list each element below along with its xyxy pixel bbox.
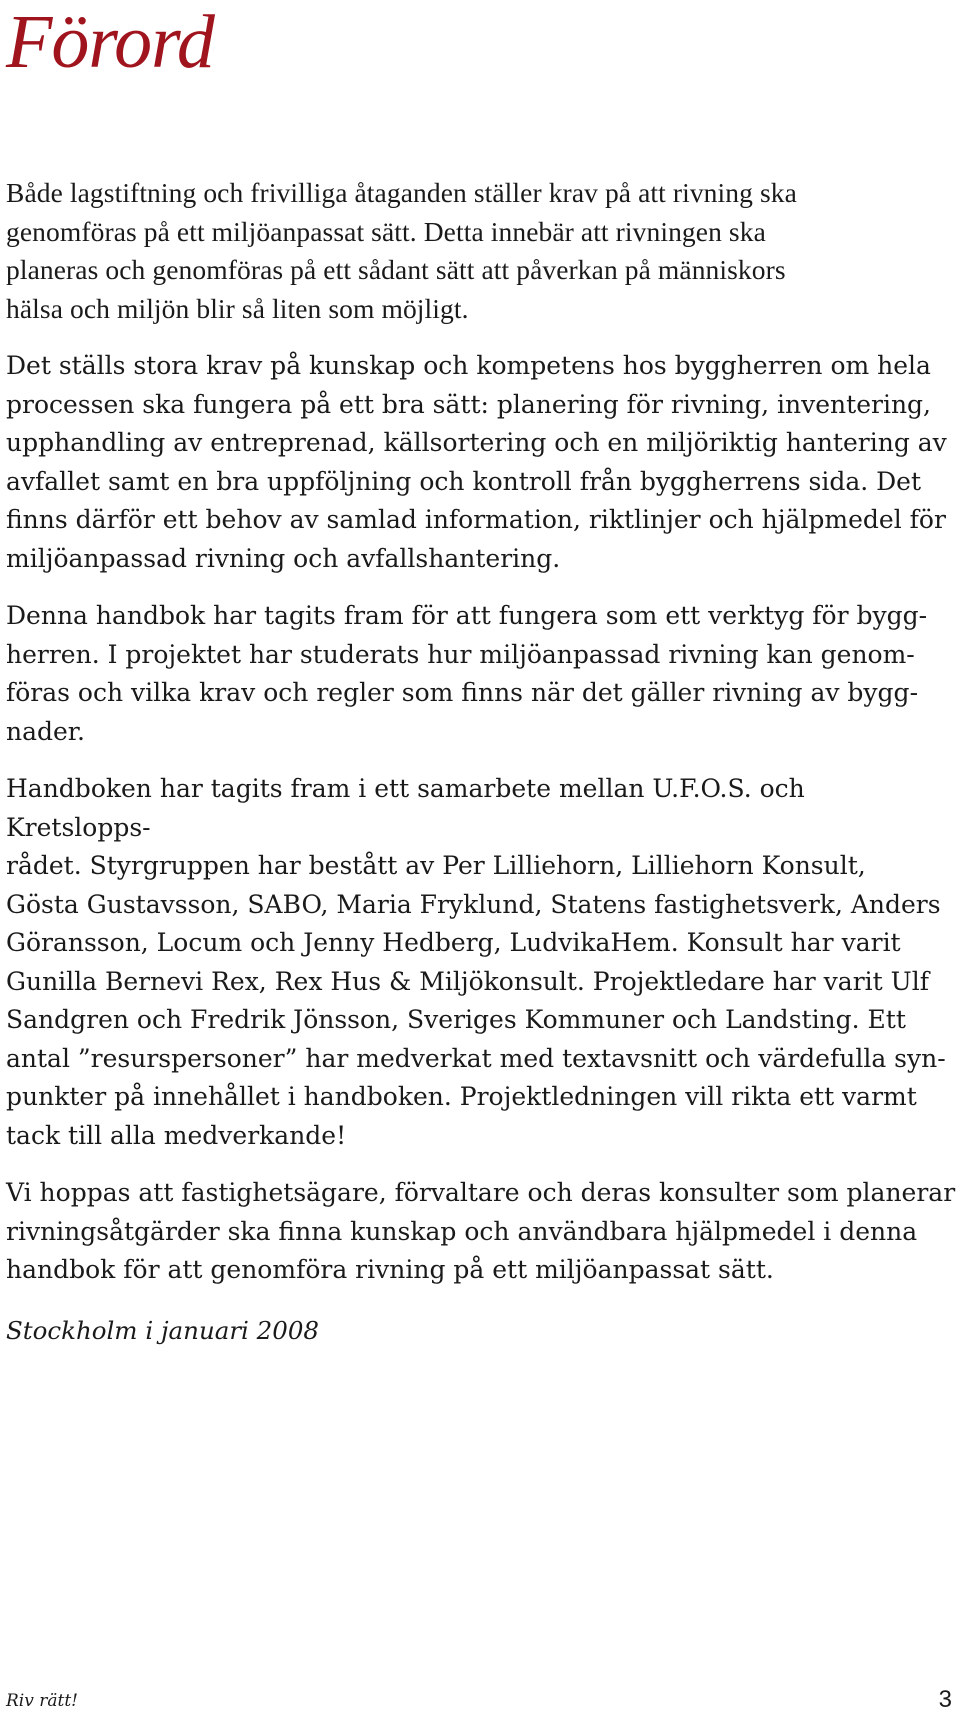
page-number: 3 [938, 1686, 952, 1713]
paragraph-collaboration: Handboken har tagits fram i ett samarbete mellan U.F.O.S. och Kretslopps- rådet. Styrgruppen har bestått av Per Lilliehorn, Lilliehorn Konsult, Gösta Gustavsson, SABO, Maria Fryklund, Statens fastighetsverk, Anders Göransson, Locum och Jenny Hedberg, LudvikaHem. Konsult har varit Gunilla Bernevi Rex, Rex Hus & Miljökonsult. Projektledare har varit Ulf Sandgren och Fredrik Jönsson, Sveriges Kommuner och Landsting. Ett antal ”resurspersoner” har medverkat med textavsnitt och värdefulla syn- punkter på innehållet i handboken. Projektledningen vill rikta ett varmt tack till alla medverkande! [6, 774, 946, 1150]
signoff-place-date: Stockholm i januari 2008 [6, 1316, 320, 1345]
page-title: Förord [6, 0, 214, 84]
foreword-body [6, 174, 956, 1309]
paragraph-hope: Vi hoppas att fastighetsägare, förvaltare och deras konsulter som planerar rivningsåtgärder ska finna kunskap och användbara hjälpmedel i denna handbok för att genomföra rivning på ett miljöanpassat sätt. [6, 1178, 956, 1284]
paragraph-intro: Både lagstiftning och frivilliga åtaganden ställer krav på att rivning ska genomföras på ett miljöanpassat sätt. Detta innebär att rivningen ska planeras och genomföras på ett sådant sätt att påverkan på människors hälsa och miljön blir så liten som möjligt. [6, 177, 797, 324]
paragraph-competence: Det ställs stora krav på kunskap och kompetens hos byggherren om hela processen ska fungera på ett bra sätt: planering för rivning, inventering, upphandling av entreprenad, källsortering och en miljöriktig hantering av avfallet samt en bra uppföljning och kontroll från byggherrens sida. Det finns därför ett behov av samlad information, riktlinjer och hjälpmedel för miljöanpassad rivning och avfallshantering. [6, 351, 947, 573]
footer-publication-title: Riv rätt! [6, 1691, 79, 1711]
paragraph-handbook-purpose: Denna handbok har tagits fram för att fungera som ett verktyg för bygg- herren. I projektet har studerats hur miljöanpassad rivning kan genom- föras och vilka krav och regler som finns när det gäller rivning av bygg- nader. [6, 601, 928, 746]
